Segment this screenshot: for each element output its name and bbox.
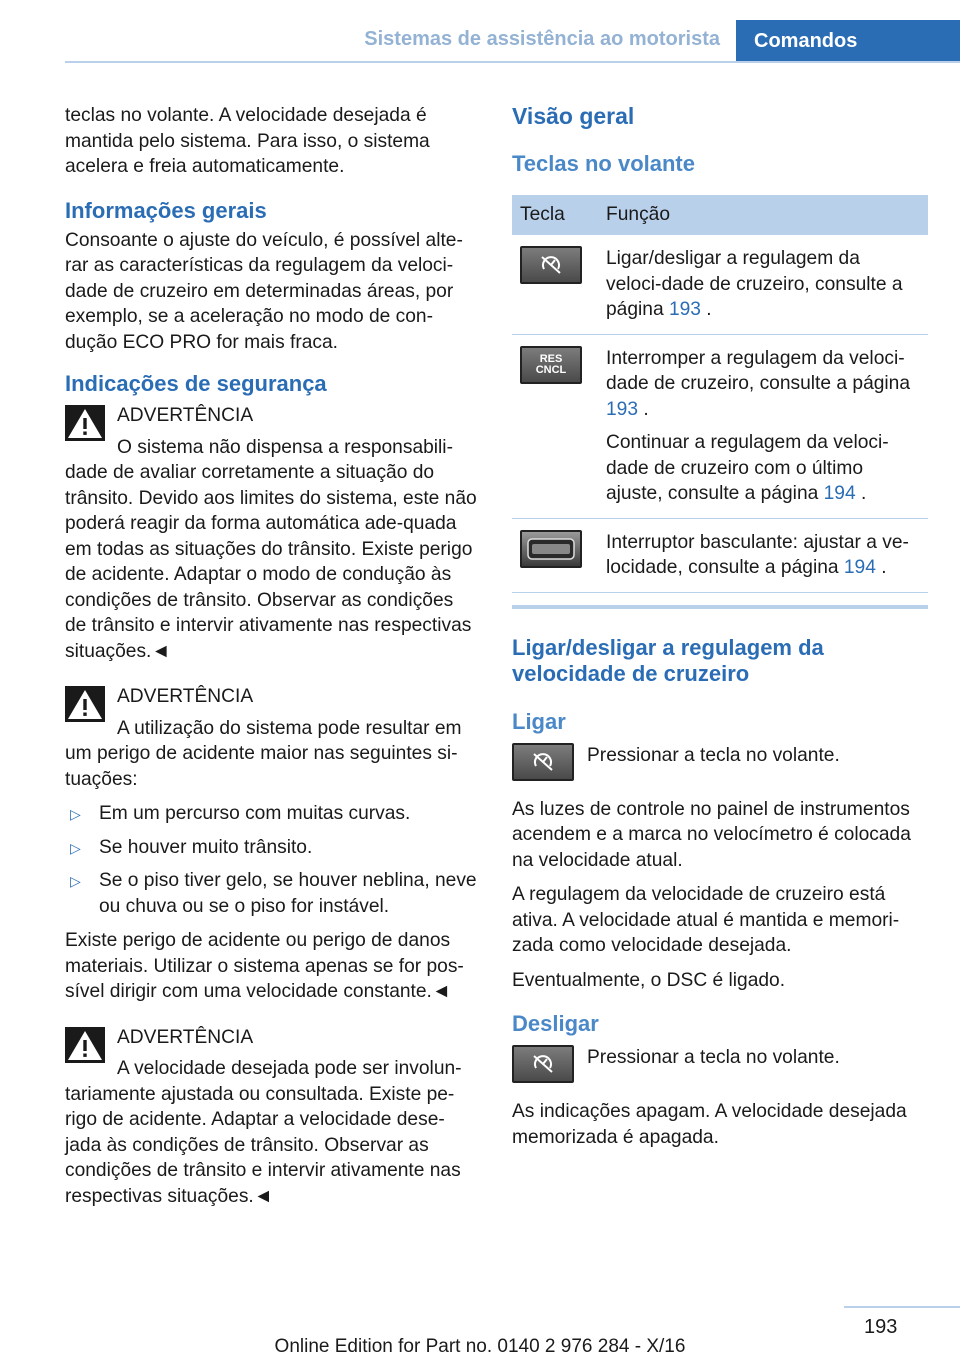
header-section-title: Sistemas de assistência ao motorista	[364, 28, 720, 50]
list-item: ▷ Se o piso tiver gelo, se houver neblina, neve ou chuva ou se o piso for instável.	[70, 870, 477, 917]
on-heading: Ligar	[512, 708, 566, 734]
steering-keys-heading: Teclas no volante	[512, 151, 695, 176]
page-link[interactable]: 193	[606, 398, 639, 420]
list-item: ▷ Em um percurso com muitas curvas.	[65, 801, 477, 827]
warning-text: A utilização do sistema pode resultar em um perigo de acidente maior nas seguintes si‐tuações:	[65, 717, 462, 790]
triangle-bullet-icon: ▷	[70, 806, 81, 822]
general-info-paragraph: Consoante o ajuste do veículo, é possível alte‐rar as características da regulagem da veloci‐dade de cruzeiro em determinadas áreas, por exemplo, se a aceleração no modo de con‐dução ECO PRO for mais fraca.	[65, 229, 463, 353]
row-description: Ligar/desligar a regulagem da veloci‐dade de cruzeiro, consulte a página	[606, 248, 903, 320]
table-header-key: Tecla	[512, 195, 598, 235]
triangle-bullet-icon: ▷	[70, 873, 81, 889]
off-instruction	[512, 1045, 928, 1085]
keys-table	[512, 195, 928, 593]
page-number: 193	[864, 1316, 898, 1338]
intro-paragraph: teclas no volante. A velocidade desejada é mantida pelo sistema. Para isso, o sistema acelera e freia automaticamente.	[65, 105, 430, 177]
overview-heading: Visão geral	[512, 103, 635, 129]
footer-divider	[844, 1306, 960, 1308]
page-link[interactable]: 194	[843, 557, 876, 578]
page-link[interactable]: 193	[668, 299, 701, 320]
right-column	[512, 103, 928, 1159]
list-item: ▷ Se houver muito trânsito.	[65, 835, 477, 861]
off-heading: Desligar	[512, 1011, 599, 1036]
general-info-heading: Informações gerais	[65, 197, 267, 223]
warning-block-2	[65, 684, 477, 792]
row-description: Interruptor basculante: ajustar a ve‐locidade, consulte a página	[606, 531, 909, 578]
row-description: Interromper a regulagem da veloci‐dade de cruzeiro, consulte a página	[606, 347, 911, 394]
on-paragraph-3: Eventualmente, o DSC é ligado.	[512, 969, 786, 991]
row-description: Continuar a regulagem da veloci‐dade de cruzeiro com o último ajuste, consulte a página	[606, 432, 889, 504]
edition-footer: Online Edition for Part no. 0140 2 976 284 - X/16	[274, 1336, 686, 1357]
table-header-function: Função	[598, 195, 928, 235]
triangle-bullet-icon: ▷	[70, 839, 81, 856]
on-instruction	[512, 743, 928, 783]
table-row: Ligar/desligar a regulagem da veloci‐dade de cruzeiro, consulte a página 193 .	[512, 235, 928, 334]
cruise-onoff-key-icon	[512, 743, 574, 781]
warning-text: O sistema não dispensa a responsabili‐dade de avaliar corretamente a situação do trânsito. Devido aos limites do sistema, este não poderá reagir da forma automática ade‐quada em todas as situações do trânsito. Existe perigo de acidente. Adaptar o modo de condução às condições de trânsito. Observar as condições de trânsito e intervir ativamente nas respectivas situações.◄	[65, 436, 477, 662]
header-divider	[65, 61, 960, 63]
table-row: RES CNCL Interromper a regulagem da veloci‐dade de cruzeiro, consulte a página 193 . Continuar a regulagem da veloci‐dade de cruzeiro com o último ajuste, consulte a página 194 .	[512, 334, 928, 518]
warning-triangle-icon	[65, 405, 105, 441]
warning-block-1	[65, 403, 477, 664]
situation-list	[65, 801, 477, 919]
rocker-switch-icon	[520, 530, 582, 568]
header-chapter-tab: Comandos	[736, 20, 960, 63]
table-row: Interruptor basculante: ajustar a ve‐locidade, consulte a página 194 .	[512, 518, 928, 592]
left-column	[65, 103, 477, 1218]
page-link[interactable]: 194	[823, 483, 856, 504]
warning-block-3	[65, 1025, 477, 1210]
off-paragraph-1: As indicações apagam. A velocidade desejada memorizada é apagada.	[512, 1101, 907, 1148]
warning-title: ADVERTÊNCIA	[117, 1026, 254, 1048]
on-paragraph-2: A regulagem da velocidade de cruzeiro está ativa. A velocidade atual é mantida e memori‐zada como velocidade desejada.	[512, 884, 900, 956]
onoff-heading: Ligar/desligar a regulagem da velocidade de cruzeiro	[512, 634, 824, 686]
warning-title: ADVERTÊNCIA	[117, 686, 254, 707]
cruise-onoff-key-icon	[520, 246, 582, 284]
on-paragraph-1: As luzes de controle no painel de instrumentos acendem e a marca no velocímetro é colocada na velocidade atual.	[512, 798, 911, 871]
res-cncl-key-icon: RES CNCL	[520, 346, 582, 384]
warning-title: ADVERTÊNCIA	[117, 405, 254, 426]
press-key-text: Pressionar a tecla no volante.	[587, 1047, 840, 1068]
warning-triangle-icon	[65, 686, 105, 722]
press-key-text: Pressionar a tecla no volante.	[587, 744, 840, 766]
safety-heading: Indicações de segurança	[65, 371, 327, 396]
table-end-rule	[512, 605, 928, 609]
risk-paragraph: Existe perigo de acidente ou perigo de danos materiais. Utilizar o sistema apenas se for pos‐sível dirigir com uma velocidade constante.◄	[65, 930, 464, 1002]
cruise-onoff-key-icon	[512, 1045, 574, 1083]
warning-text: A velocidade desejada pode ser involun‐tariamente ajustada ou consultada. Existe pe‐rigo de acidente. Adaptar a velocidade dese‐jada às condições de trânsito. Observar as condições de trânsito e intervir ativamente nas respectivas situações.◄	[65, 1058, 462, 1207]
warning-triangle-icon	[65, 1027, 105, 1063]
